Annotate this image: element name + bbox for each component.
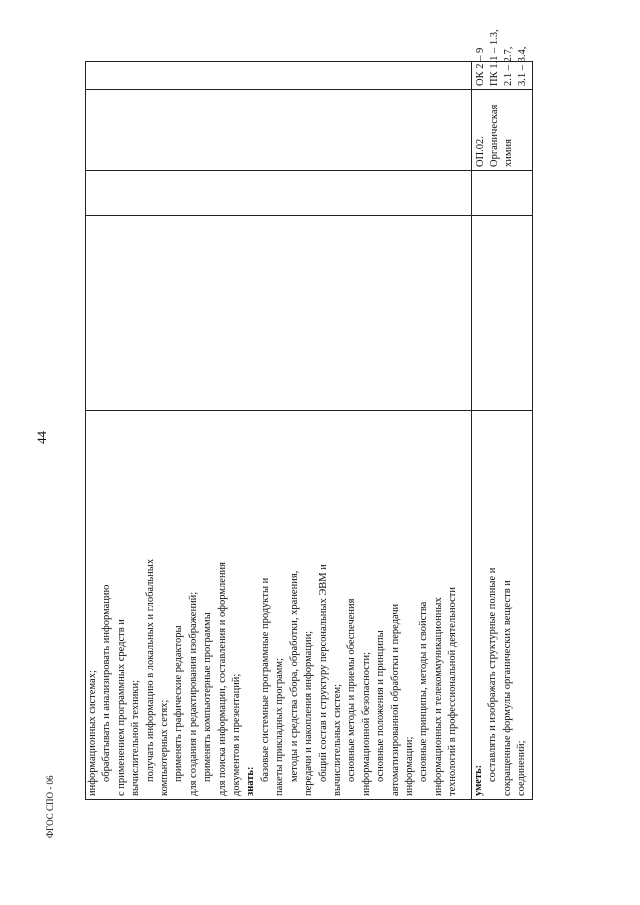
text-line: с применением программных средств и [115, 619, 127, 796]
empty-cell [86, 62, 472, 90]
text-line: знать: [245, 766, 257, 796]
text-line: обрабатывать и анализировать информацию [101, 584, 113, 782]
requirements-text [472, 411, 530, 799]
competency-table-rotated [85, 29, 530, 800]
requirements-cell [472, 411, 533, 800]
text-line: информации; [403, 736, 415, 796]
text-line: сокращенные формулы органических веществ и [501, 580, 513, 796]
page-number: 44 [34, 431, 49, 444]
competency-code: ОК 2 – 9 [475, 47, 486, 86]
empty-cell [86, 90, 472, 171]
table-row [86, 62, 472, 800]
text-line: составлять и изображать структурные полные и [487, 567, 499, 782]
text-line: передачи и накопления информации; [303, 630, 315, 796]
competency-table [85, 29, 533, 800]
text-line: автоматизированной обработки и передачи [389, 603, 401, 796]
text-line: для поиска информации, составления и оформления [216, 561, 228, 796]
discipline-name: Органическая химия [489, 104, 514, 167]
text-line: применять графические редакторы [173, 625, 185, 782]
text-line: базовые системные программные продукты и [259, 577, 271, 782]
text-line: общий состав и структуру персональных ЭВМ и [317, 564, 329, 782]
text-line: для создания и редактирования изображений; [187, 591, 199, 796]
text-line: компьютерных сетях; [159, 699, 171, 796]
text-line: применять компьютерные программы [202, 612, 214, 782]
competency-code: ПК 1.1 – 1.3, [489, 29, 500, 86]
text-line: документов и презентаций; [231, 673, 243, 796]
empty-cell [472, 216, 533, 411]
text-line: вычислительных систем; [331, 683, 343, 796]
text-line: информационных и телекоммуникационных [432, 597, 444, 796]
text-line: технологий в профессиональной деятельности [447, 587, 459, 796]
competency-code: 2.1 – 2.7, [503, 46, 514, 86]
table-row [472, 62, 533, 800]
text-line: основные методы и приемы обеспечения [346, 598, 358, 782]
text-line: уметь: [473, 764, 484, 796]
text-line: информационных системах; [87, 670, 98, 796]
text-line: соединений; [516, 740, 528, 796]
text-line: вычислительной техники; [130, 679, 142, 796]
empty-cell [86, 216, 472, 411]
requirements-text [86, 411, 461, 799]
competency-codes-cell [472, 29, 533, 90]
text-line: методы и средства сбора, обработки, хранения, [288, 570, 300, 782]
competency-code: 3.1 – 3.4, [517, 46, 528, 86]
text-line: получать информацию в локальных и глобальных [144, 558, 156, 782]
empty-cell [472, 171, 533, 216]
discipline-code: ОП.02. [475, 136, 486, 167]
text-line: основные положения и принципы [375, 630, 387, 782]
text-line: информационной безопасности; [360, 651, 372, 796]
empty-cell [86, 171, 472, 216]
document-footer: ФГОС СПО - 06 [45, 775, 55, 838]
discipline-cell [472, 90, 533, 171]
text-line: пакеты прикладных программ; [274, 658, 286, 796]
text-line: основные принципы, методы и свойства [418, 601, 430, 782]
requirements-cell [86, 411, 472, 800]
